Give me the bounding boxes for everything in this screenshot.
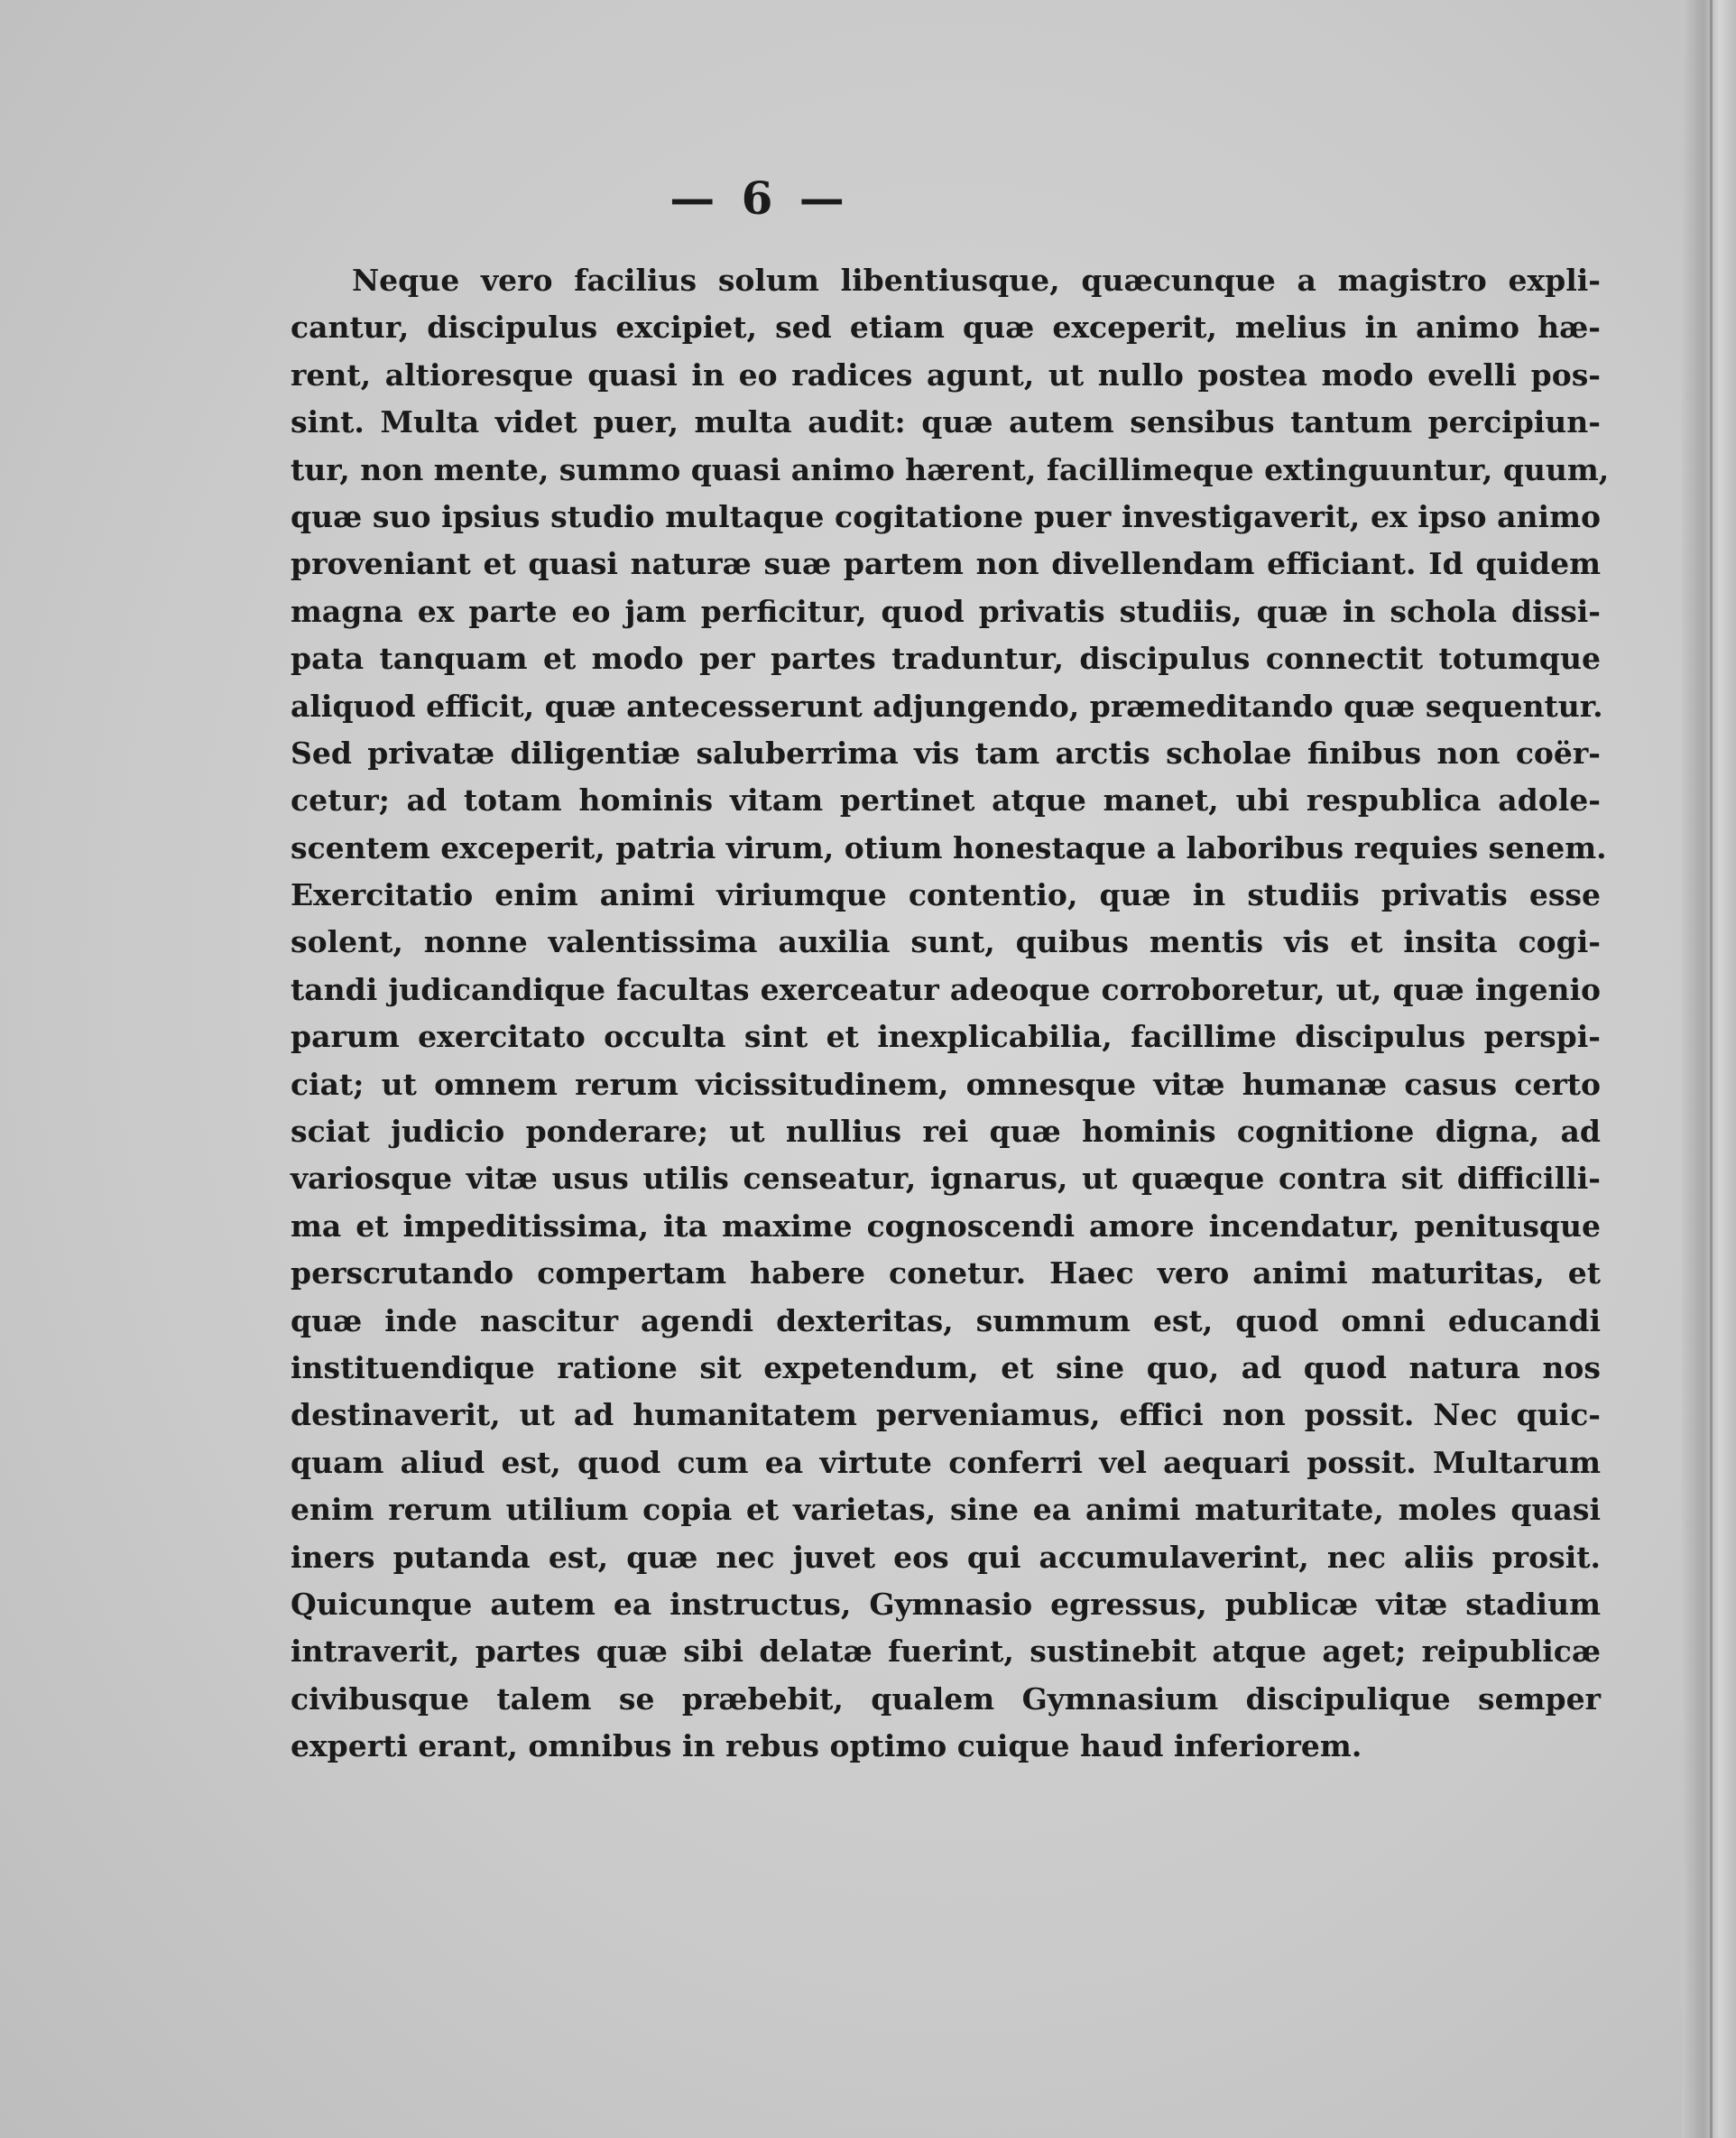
text-line: ciat; ut omnem rerum vicissitudinem, omnesque vitæ humanæ casus certo [291,1066,1601,1102]
text-line: Neque vero facilius solum libentiusque, quæcunque a magistro expli- [352,263,1601,298]
text-line: ma et impeditissima, ita maxime cognoscendi amore incendatur, penitusque [291,1208,1601,1244]
text-line: perscrutando compertam habere conetur. Haec vero animi maturitas, et [291,1255,1601,1291]
text-line: intraverit, partes quæ sibi delatæ fuerint, sustinebit atque aget; reipublicæ [291,1634,1601,1670]
text-line: civibusque talem se præbebit, qualem Gymnasium discipulique semper [291,1680,1601,1717]
text-line: enim rerum utilium copia et varietas, sine ea animi maturitate, moles quasi [291,1492,1601,1528]
text-line: proveniant et quasi naturæ suæ partem non divellendam efficiant. Id quidem [291,546,1601,582]
text-line: quæ inde nascitur agendi dexteritas, summum est, quod omni educandi [291,1302,1601,1338]
text-line: variosque vitæ usus utilis censeatur, ignarus, ut quæque contra sit difficilli- [291,1161,1601,1197]
text-line: instituendique ratione sit expetendum, et sine quo, ad quod natura nos [291,1349,1601,1385]
page-edge-line [1710,0,1713,2138]
text-line: parum exercitato occulta sint et inexplicabilia, facillime discipulus perspi- [291,1019,1601,1055]
text-line: Sed privatæ diligentiæ saluberrima vis tam arctis scholae finibus non coër- [291,735,1601,771]
text-line: tur, non mente, summo quasi animo hærent, facillimeque extinguuntur, quum, [291,451,1610,487]
text-line: aliquod efficit, quæ antecesserunt adjungendo, præmeditando quæ sequentur. [291,688,1603,724]
page-edge-shadow [1682,0,1736,2138]
text-line: Exercitatio enim animi viriumque contentio, quæ in studiis privatis esse [291,877,1601,913]
text-line: cantur, discipulus excipiet, sed etiam quæ exceperit, melius in animo hæ- [291,310,1601,346]
body-text [291,257,1610,1771]
text-line: pata tanquam et modo per partes traduntur, discipulus connectit totumque [291,641,1601,677]
text-line: cetur; ad totam hominis vitam pertinet atque manet, ubi respublica adole- [291,782,1601,819]
text-line: sint. Multa videt puer, multa audit: quæ autem sensibus tantum percipiun- [291,404,1601,440]
text-line: quæ suo ipsius studio multaque cogitatione puer investigaverit, ex ipso animo [291,498,1601,534]
text-line: experti erant, omnibus in rebus optimo cuique haud inferiorem. [291,1728,1362,1764]
text-line: solent, nonne valentissima auxilia sunt, quibus mentis vis et insita cogi- [291,924,1601,960]
text-line: quam aliud est, quod cum ea virtute conferri vel aequari possit. Multarum [291,1444,1601,1480]
text-line: tandi judicandique facultas exerceatur adeoque corroboretur, ut, quæ ingenio [291,971,1601,1007]
text-line: scentem exceperit, patria virum, otium honestaque a laboribus requies senem. [291,829,1607,865]
text-line: Quicunque autem ea instructus, Gymnasio egressus, publicæ vitæ stadium [291,1586,1601,1622]
page-number: — 6 — [669,171,850,225]
text-line: magna ex parte eo jam perficitur, quod privatis studiis, quæ in schola dissi- [291,593,1601,629]
text-line: iners putanda est, quæ nec juvet eos qui accumulaverint, nec aliis prosit. [291,1539,1601,1575]
text-line: sciat judicio ponderare; ut nullius rei quæ hominis cognitione digna, ad [291,1114,1601,1150]
text-line: rent, altioresque quasi in eo radices agunt, ut nullo postea modo evelli pos- [291,356,1601,393]
text-line: destinaverit, ut ad humanitatem perveniamus, effici non possit. Nec quic- [291,1397,1601,1433]
